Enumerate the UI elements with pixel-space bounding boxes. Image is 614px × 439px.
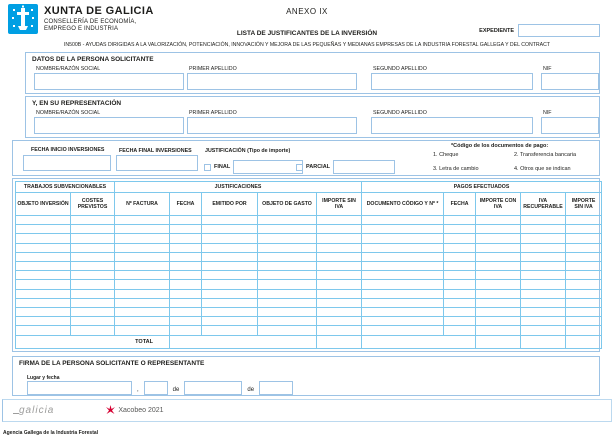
- start-date-input[interactable]: [23, 155, 111, 171]
- table-cell[interactable]: [476, 326, 521, 335]
- table-cell[interactable]: [566, 308, 602, 317]
- place-date-label: Lugar y fecha: [27, 375, 60, 381]
- start-date-label: FECHA INICIO INVERSIONES: [31, 147, 105, 153]
- table-cell[interactable]: [71, 243, 115, 252]
- table-cell[interactable]: [258, 271, 317, 280]
- table-row: [16, 317, 602, 326]
- table-total-row: [16, 335, 602, 348]
- table-cell[interactable]: [258, 216, 317, 225]
- table-cell[interactable]: [170, 317, 202, 326]
- total-label: TOTAL: [16, 335, 170, 348]
- table-cell[interactable]: [521, 216, 566, 225]
- table-cell[interactable]: [476, 234, 521, 243]
- table-cell[interactable]: [71, 262, 115, 271]
- table-column-header: Nº FACTURA: [115, 193, 170, 216]
- table-row: [16, 298, 602, 307]
- table-cell[interactable]: [521, 289, 566, 298]
- table-column-header: IMPORTE SIN IVA: [317, 193, 362, 216]
- table-cell[interactable]: [170, 280, 202, 289]
- table-cell[interactable]: [16, 216, 71, 225]
- table-cell[interactable]: [362, 252, 444, 261]
- total-cell[interactable]: [476, 335, 521, 348]
- table-cell[interactable]: [476, 243, 521, 252]
- table-cell[interactable]: [521, 252, 566, 261]
- applicant-name-label: NOMBRE/RAZÓN SOCIAL: [36, 66, 101, 72]
- table-cell[interactable]: [71, 225, 115, 234]
- table-cell[interactable]: [16, 308, 71, 317]
- payment-code-2: 2. Transferencia bancaria: [514, 152, 577, 158]
- table-cell[interactable]: [566, 280, 602, 289]
- payment-codes-title: *Código de los documentos de pago:: [451, 143, 549, 149]
- table-cell[interactable]: [317, 234, 362, 243]
- table-column-header: OBJETO INVERSIÓN: [16, 193, 71, 216]
- final-amount-input[interactable]: [233, 160, 303, 174]
- table-cell[interactable]: [71, 216, 115, 225]
- table-column-header: IMPORTE CON IVA: [476, 193, 521, 216]
- table-cell[interactable]: [476, 252, 521, 261]
- representative-section: [25, 96, 600, 138]
- table-cell[interactable]: [115, 216, 170, 225]
- table-row: [16, 262, 602, 271]
- table-cell[interactable]: [170, 225, 202, 234]
- table-cell[interactable]: [444, 280, 476, 289]
- table-cell[interactable]: [16, 252, 71, 261]
- table-cell[interactable]: [202, 216, 258, 225]
- table-cell[interactable]: [71, 271, 115, 280]
- table-cell[interactable]: [202, 326, 258, 335]
- table-cell[interactable]: [115, 225, 170, 234]
- table-cell[interactable]: [566, 243, 602, 252]
- table-column-header: COSTES PREVISTOS: [71, 193, 115, 216]
- place-input[interactable]: [27, 381, 132, 395]
- day-input[interactable]: [144, 381, 168, 395]
- applicant-section-title: DATOS DE LA PERSONA SOLICITANTE: [32, 56, 154, 63]
- table-cell[interactable]: [362, 308, 444, 317]
- justificantes-table-section: [12, 178, 600, 352]
- table-cell[interactable]: [258, 317, 317, 326]
- table-cell[interactable]: [16, 225, 71, 234]
- table-cell[interactable]: [444, 326, 476, 335]
- table-cell[interactable]: [258, 243, 317, 252]
- payment-code-1: 1. Cheque: [433, 152, 459, 158]
- table-cell[interactable]: [202, 298, 258, 307]
- total-cell[interactable]: [170, 335, 317, 348]
- table-cell[interactable]: [170, 252, 202, 261]
- table-column-header: FECHA: [170, 193, 202, 216]
- place-date-row: [27, 381, 293, 395]
- table-cell[interactable]: [566, 271, 602, 280]
- table-cell[interactable]: [362, 298, 444, 307]
- table-cell[interactable]: [170, 308, 202, 317]
- table-cell[interactable]: [317, 280, 362, 289]
- table-row: [16, 289, 602, 298]
- table-cell[interactable]: [476, 216, 521, 225]
- table-cell[interactable]: [202, 271, 258, 280]
- table-cell[interactable]: [170, 262, 202, 271]
- total-cell[interactable]: [362, 335, 476, 348]
- table-cell[interactable]: [476, 317, 521, 326]
- table-cell[interactable]: [170, 289, 202, 298]
- table-column-header: OBJETO DE GASTO: [258, 193, 317, 216]
- table-row: [16, 225, 602, 234]
- end-date-label: FECHA FINAL INVERSIONES: [119, 148, 192, 154]
- xacobeo-label: Xacobeo 2021: [118, 407, 164, 414]
- table-cell[interactable]: [521, 234, 566, 243]
- org-name: XUNTA DE GALICIA: [44, 5, 154, 17]
- signature-section: [12, 356, 600, 396]
- table-cell[interactable]: [521, 317, 566, 326]
- comma-separator: ,: [137, 387, 139, 393]
- table-cell[interactable]: [362, 262, 444, 271]
- justification-parcial-option: [296, 160, 395, 174]
- table-cell[interactable]: [170, 216, 202, 225]
- representative-section-title: Y, EN SU REPRESENTACIÓN: [32, 100, 122, 107]
- table-cell[interactable]: [115, 271, 170, 280]
- table-cell[interactable]: [317, 326, 362, 335]
- table-cell[interactable]: [317, 225, 362, 234]
- total-cell[interactable]: [566, 335, 602, 348]
- table-cell[interactable]: [16, 262, 71, 271]
- table-column-header: EMITIDO POR: [202, 193, 258, 216]
- document-subtitle: IN500B - AYUDAS DIRIGIDAS A LA VALORIZACIÓN, POTENCIACIÓN, INNOVACIÓN Y MEJORA DE LAS PEQUEÑAS Y MEDIANAS EMPRESAS DE LA INDUSTRIA FORESTAL GALLEGA Y DEL CONTRACT: [63, 42, 551, 48]
- applicant-nif-input[interactable]: [541, 73, 599, 90]
- parcial-amount-input[interactable]: [333, 160, 395, 174]
- table-cell[interactable]: [202, 280, 258, 289]
- table-column-header: DOCUMENTO CÓDIGO Y Nº *: [362, 193, 444, 216]
- table-cell[interactable]: [521, 326, 566, 335]
- end-date-input[interactable]: [116, 155, 198, 171]
- table-cell[interactable]: [362, 326, 444, 335]
- table-row: [16, 252, 602, 261]
- applicant-section: [25, 52, 600, 94]
- parcial-checkbox[interactable]: [296, 164, 303, 171]
- table-cell[interactable]: [521, 298, 566, 307]
- table-cell[interactable]: [476, 262, 521, 271]
- table-cell[interactable]: [476, 225, 521, 234]
- table-cell[interactable]: [258, 262, 317, 271]
- table-group-header: PAGOS EFECTUADOS: [362, 182, 602, 193]
- galicia-logo: galicia: [19, 405, 55, 416]
- table-cell[interactable]: [202, 252, 258, 261]
- table-cell[interactable]: [444, 243, 476, 252]
- table-cell[interactable]: [71, 289, 115, 298]
- table-cell[interactable]: [362, 243, 444, 252]
- month-input[interactable]: [184, 381, 242, 395]
- table-cell[interactable]: [566, 289, 602, 298]
- table-cell[interactable]: [202, 308, 258, 317]
- table-cell[interactable]: [444, 234, 476, 243]
- table-cell[interactable]: [258, 252, 317, 261]
- table-cell[interactable]: [476, 289, 521, 298]
- table-cell[interactable]: [444, 308, 476, 317]
- representative-surname1-label: PRIMER APELLIDO: [189, 110, 237, 116]
- table-cell[interactable]: [115, 243, 170, 252]
- table-cell[interactable]: [202, 262, 258, 271]
- de-separator-2: de: [247, 387, 255, 393]
- table-cell[interactable]: [202, 317, 258, 326]
- applicant-surname1-label: PRIMER APELLIDO: [189, 66, 237, 72]
- table-cell[interactable]: [566, 234, 602, 243]
- table-cell[interactable]: [170, 234, 202, 243]
- total-cell[interactable]: [317, 335, 362, 348]
- table-cell[interactable]: [566, 252, 602, 261]
- table-cell[interactable]: [362, 280, 444, 289]
- payment-code-4: 4. Otros que se indican: [514, 166, 571, 172]
- table-row: [16, 243, 602, 252]
- table-cell[interactable]: [170, 243, 202, 252]
- table-cell[interactable]: [476, 298, 521, 307]
- year-input[interactable]: [259, 381, 293, 395]
- table-cell[interactable]: [115, 326, 170, 335]
- table-cell[interactable]: [362, 289, 444, 298]
- table-cell[interactable]: [317, 262, 362, 271]
- table-cell[interactable]: [566, 225, 602, 234]
- table-cell[interactable]: [16, 298, 71, 307]
- representative-name-label: NOMBRE/RAZÓN SOCIAL: [36, 110, 101, 116]
- table-cell[interactable]: [317, 216, 362, 225]
- document-title: LISTA DE JUSTIFICANTES DE LA INVERSIÓN: [236, 30, 378, 37]
- table-cell[interactable]: [71, 280, 115, 289]
- table-cell[interactable]: [317, 317, 362, 326]
- table-cell[interactable]: [521, 225, 566, 234]
- table-cell[interactable]: [521, 271, 566, 280]
- table-cell[interactable]: [476, 280, 521, 289]
- table-cell[interactable]: [317, 289, 362, 298]
- table-cell[interactable]: [362, 225, 444, 234]
- table-cell[interactable]: [362, 271, 444, 280]
- table-cell[interactable]: [170, 326, 202, 335]
- table-cell[interactable]: [521, 243, 566, 252]
- total-cell[interactable]: [521, 335, 566, 348]
- table-cell[interactable]: [115, 234, 170, 243]
- table-cell[interactable]: [202, 225, 258, 234]
- applicant-name-input[interactable]: [34, 73, 184, 90]
- table-row: [16, 308, 602, 317]
- table-cell[interactable]: [16, 280, 71, 289]
- footer-band: [2, 399, 612, 422]
- applicant-nif-label: NIF: [543, 66, 552, 72]
- applicant-surname2-input[interactable]: [371, 73, 533, 90]
- justificantes-table: [15, 181, 602, 349]
- representative-nif-label: NIF: [543, 110, 552, 116]
- org-department-line1: CONSELLERÍA DE ECONOMÍA,: [44, 19, 137, 25]
- representative-surname1-input[interactable]: [187, 117, 357, 134]
- table-cell[interactable]: [566, 262, 602, 271]
- table-cell[interactable]: [258, 326, 317, 335]
- table-cell[interactable]: [566, 317, 602, 326]
- xacobeo-logo: [106, 405, 163, 416]
- table-cell[interactable]: [71, 326, 115, 335]
- table-row: [16, 280, 602, 289]
- expediente-label: EXPEDIENTE: [479, 27, 514, 34]
- table-cell[interactable]: [362, 317, 444, 326]
- justification-label: JUSTIFICACIÓN (Tipo de importe): [205, 148, 291, 154]
- table-row: [16, 216, 602, 225]
- table-cell[interactable]: [521, 280, 566, 289]
- table-cell[interactable]: [444, 216, 476, 225]
- table-cell[interactable]: [258, 234, 317, 243]
- table-cell[interactable]: [521, 308, 566, 317]
- table-cell[interactable]: [444, 262, 476, 271]
- table-cell[interactable]: [115, 308, 170, 317]
- table-cell[interactable]: [16, 234, 71, 243]
- table-cell[interactable]: [566, 298, 602, 307]
- table-cell[interactable]: [115, 289, 170, 298]
- table-column-header: FECHA: [444, 193, 476, 216]
- applicant-surname1-input[interactable]: [187, 73, 357, 90]
- table-column-header: IVA RECUPERABLE: [521, 193, 566, 216]
- table-cell[interactable]: [202, 289, 258, 298]
- table-cell[interactable]: [258, 225, 317, 234]
- table-cell[interactable]: [444, 271, 476, 280]
- table-cell[interactable]: [521, 262, 566, 271]
- de-separator-1: de: [172, 387, 180, 393]
- table-cell[interactable]: [16, 326, 71, 335]
- table-cell[interactable]: [71, 298, 115, 307]
- final-checkbox[interactable]: [204, 164, 211, 171]
- justification-final-option: [204, 160, 303, 174]
- table-cell[interactable]: [258, 289, 317, 298]
- table-cell[interactable]: [115, 317, 170, 326]
- annex-title: ANEXO IX: [286, 7, 328, 16]
- table-cell[interactable]: [71, 317, 115, 326]
- table-cell[interactable]: [202, 243, 258, 252]
- table-cell[interactable]: [115, 252, 170, 261]
- final-label: FINAL: [214, 164, 231, 170]
- representative-name-input[interactable]: [34, 117, 184, 134]
- table-cell[interactable]: [71, 308, 115, 317]
- table-cell[interactable]: [71, 252, 115, 261]
- representative-nif-input[interactable]: [541, 117, 599, 134]
- parcial-label: PARCIAL: [306, 164, 331, 170]
- table-column-header: IMPORTE SIN IVA: [566, 193, 602, 216]
- table-cell[interactable]: [444, 317, 476, 326]
- table-cell[interactable]: [444, 252, 476, 261]
- agency-name: Agencia Gallega de la Industria Forestal: [3, 430, 99, 436]
- representative-surname2-label: SEGUNDO APELLIDO: [373, 110, 427, 116]
- table-cell[interactable]: [444, 225, 476, 234]
- applicant-surname2-label: SEGUNDO APELLIDO: [373, 66, 427, 72]
- table-cell[interactable]: [317, 243, 362, 252]
- table-cell[interactable]: [476, 308, 521, 317]
- table-cell[interactable]: [115, 298, 170, 307]
- xacobeo-shell-icon: [106, 405, 115, 416]
- table-row: [16, 234, 602, 243]
- table-cell[interactable]: [202, 234, 258, 243]
- table-row: [16, 271, 602, 280]
- table-cell[interactable]: [258, 280, 317, 289]
- table-cell[interactable]: [317, 252, 362, 261]
- table-cell[interactable]: [362, 216, 444, 225]
- table-cell[interactable]: [258, 308, 317, 317]
- table-cell[interactable]: [258, 298, 317, 307]
- representative-surname2-input[interactable]: [371, 117, 533, 134]
- table-cell[interactable]: [566, 216, 602, 225]
- payment-code-3: 3. Letra de cambio: [433, 166, 479, 172]
- table-cell[interactable]: [16, 243, 71, 252]
- table-cell[interactable]: [444, 298, 476, 307]
- table-cell[interactable]: [71, 234, 115, 243]
- table-cell[interactable]: [115, 262, 170, 271]
- table-group-header: JUSTIFICACIONES: [115, 182, 362, 193]
- table-cell[interactable]: [317, 298, 362, 307]
- table-cell[interactable]: [170, 271, 202, 280]
- table-cell[interactable]: [115, 280, 170, 289]
- table-cell[interactable]: [317, 271, 362, 280]
- table-row: [16, 326, 602, 335]
- table-cell[interactable]: [16, 271, 71, 280]
- table-cell[interactable]: [476, 271, 521, 280]
- table-cell[interactable]: [16, 317, 71, 326]
- dates-section: [12, 140, 600, 176]
- table-cell[interactable]: [16, 289, 71, 298]
- table-cell[interactable]: [170, 298, 202, 307]
- org-department-line2: EMPREGO E INDUSTRIA: [44, 26, 119, 32]
- table-cell[interactable]: [566, 326, 602, 335]
- signature-section-title: FIRMA DE LA PERSONA SOLICITANTE O REPRESENTANTE: [19, 360, 205, 367]
- table-cell[interactable]: [444, 289, 476, 298]
- table-group-header: TRABAJOS SUBVENCIONABLES: [16, 182, 115, 193]
- table-cell[interactable]: [317, 308, 362, 317]
- table-cell[interactable]: [362, 234, 444, 243]
